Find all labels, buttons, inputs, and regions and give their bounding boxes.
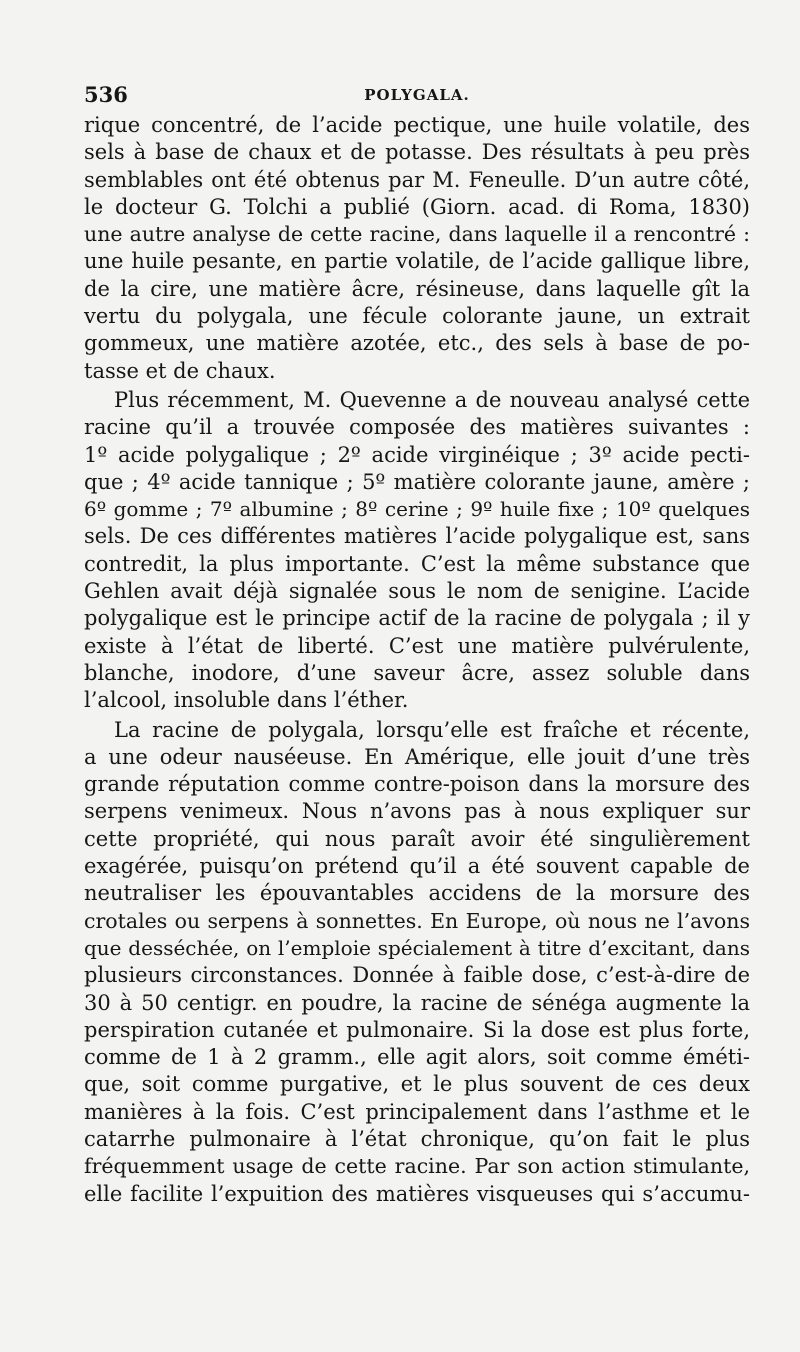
text-line: le docteur G. Tolchi a publié (Giorn. acad. di Roma, 1830) — [84, 194, 750, 219]
text-line: que, soit comme purgative, et le plus souvent de ces deux — [84, 1072, 750, 1097]
text-line: blanche, inodore, d’une saveur âcre, assez soluble dans — [84, 660, 750, 685]
text-line: contredit, la plus importante. C’est la même substance que — [84, 551, 750, 576]
text-line: neutraliser les épouvantables accidens de la morsure des — [84, 881, 750, 906]
text-line: crotales ou serpens à sonnettes. En Europe, où nous ne l’avons — [84, 908, 750, 933]
text-line: perspiration cutanée et pulmonaire. Si la dose est plus forte, — [84, 1017, 750, 1042]
text-line: que ; 4º acide tannique ; 5º matière colorante jaune, amère ; — [84, 469, 750, 494]
text-line: cette propriété, qui nous paraît avoir été singulièrement — [84, 826, 750, 851]
text-line: 6º gomme ; 7º albumine ; 8º cerine ; 9º huile fixe ; 10º quelques — [84, 497, 750, 522]
paragraph — [84, 112, 750, 385]
text-line: a une odeur nauséeuse. En Amérique, elle jouit d’une très — [84, 744, 750, 769]
text-line: sels à base de chaux et de potasse. Des résultats à peu près — [84, 140, 750, 165]
text-line: manières à la fois. C’est principalement dans l’asthme et le — [84, 1099, 750, 1124]
text-line: Plus récemment, M. Quevenne a de nouveau analysé cette — [114, 387, 750, 412]
text-line: 30 à 50 centigr. en poudre, la racine de sénéga augmente la — [84, 990, 750, 1015]
text-line: vertu du polygala, une fécule colorante jaune, un extrait — [84, 304, 750, 329]
text-line: tasse et de chaux. — [84, 358, 276, 383]
page-number: 536 — [84, 82, 128, 107]
text-line: de la cire, une matière âcre, résineuse, dans laquelle gît la — [84, 276, 750, 301]
running-head: POLYGALA. — [364, 86, 470, 104]
paragraph — [84, 387, 750, 715]
paragraph — [84, 717, 750, 1208]
text-line: Gehlen avait déjà signalée sous le nom de senigine. L’acide — [84, 579, 750, 604]
text-line: sels. De ces différentes matières l’acide polygalique est, sans — [84, 524, 750, 549]
text-line: une autre analyse de cette racine, dans laquelle il a rencontré : — [84, 222, 750, 247]
text-line: racine qu’il a trouvée composée des matières suivantes : — [84, 415, 750, 440]
body-text — [84, 112, 750, 1210]
text-line: serpens venimeux. Nous n’avons pas à nous expliquer sur — [84, 799, 750, 824]
text-line: plusieurs circonstances. Donnée à faible dose, c’est-à-dire de — [84, 963, 750, 988]
text-line: que desséchée, on l’emploie spécialement à titre d’excitant, dans — [84, 935, 750, 960]
text-line: grande réputation comme contre-poison dans la morsure des — [84, 772, 750, 797]
text-line: La racine de polygala, lorsqu’elle est fraîche et récente, — [114, 717, 750, 742]
text-line: catarrhe pulmonaire à l’état chronique, qu’on fait le plus — [84, 1126, 750, 1151]
page-header — [84, 82, 750, 112]
text-line: une huile pesante, en partie volatile, de l’acide gallique libre, — [84, 249, 750, 274]
text-line: polygalique est le principe actif de la racine de polygala ; il y — [84, 606, 750, 631]
text-line: elle facilite l’expuition des matières visqueuses qui s’accumu- — [84, 1181, 750, 1206]
text-line: rique concentré, de l’acide pectique, une huile volatile, des — [84, 113, 750, 137]
text-line: comme de 1 à 2 gramm., elle agit alors, soit comme éméti- — [84, 1045, 750, 1070]
text-line: exagérée, puisqu’on prétend qu’il a été souvent capable de — [84, 854, 750, 879]
text-line: l’alcool, insoluble dans l’éther. — [84, 688, 409, 713]
text-line: 1º acide polygalique ; 2º acide virginéique ; 3º acide pecti- — [84, 442, 750, 467]
text-line: fréquemment usage de cette racine. Par son action stimulante, — [84, 1154, 750, 1179]
text-line: semblables ont été obtenus par M. Feneulle. D’un autre côté, — [84, 167, 750, 192]
text-line: existe à l’état de liberté. C’est une matière pulvérulente, — [84, 633, 750, 658]
text-line: gommeux, une matière azotée, etc., des sels à base de po- — [84, 331, 750, 356]
